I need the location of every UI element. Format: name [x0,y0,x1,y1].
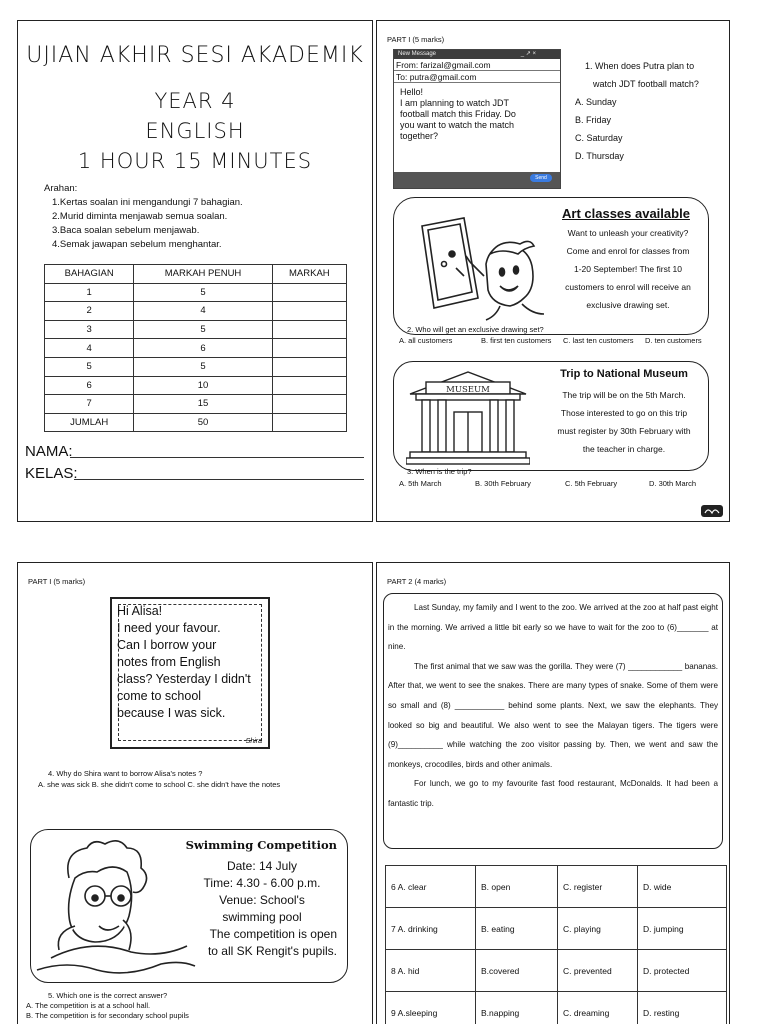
section-cell: 4 [45,339,134,358]
swim-ad-text [187,858,337,960]
option-cell[interactable]: 6 A. clear [386,866,476,908]
q1-question: 1. When does Putra plan to [585,61,695,71]
table-row [386,992,727,1024]
instruction-item: 1.Kertas soalan ini mengandungi 7 bahagian. [52,197,243,208]
q1-option[interactable]: A. Sunday [575,97,617,107]
q5-option[interactable]: B. The competition is for secondary school pupils [26,1011,189,1020]
window-controls-icon[interactable]: _ ↗ × [520,51,536,57]
marks-table [44,264,347,432]
instructions-heading: Arahan: [44,183,78,194]
table-row [386,950,727,992]
table-row [45,283,347,302]
table-row [45,413,347,432]
note-card [110,597,270,749]
museum-building-icon [406,368,530,466]
part2-page [376,562,730,1024]
section-cell: JUMLAH [45,413,134,432]
option-cell[interactable]: C. playing [558,908,638,950]
museum-ad-line: the teacher in charge. [582,444,666,454]
option-cell[interactable]: B. eating [476,908,558,950]
note-line: Can I borrow your [117,638,217,652]
option-cell[interactable]: D. jumping [638,908,727,950]
option-cell[interactable]: D. wide [638,866,727,908]
cloze-passage [383,593,723,849]
swim-ad-line: Time: 4.30 - 6.00 p.m. [203,876,321,890]
option-cell[interactable]: 9 A.sleeping [386,992,476,1024]
swim-ad-line: Date: 14 July [226,859,298,873]
art-ad-box [393,197,709,335]
q3-question: 3. When is the trip? [407,467,472,476]
answer-options-table [385,865,727,1024]
section-cell: 3 [45,320,134,339]
marks-cell[interactable] [272,302,346,321]
museum-ad-line: The trip will be on the 5th March. [562,390,686,400]
full-marks-cell: 15 [134,395,272,414]
marks-cell[interactable] [272,357,346,376]
note-line: class? Yesterday I didn't [117,672,251,686]
q2-option[interactable]: A. all customers [399,336,453,345]
option-cell[interactable]: C. dreaming [558,992,638,1024]
signature: Shira [245,738,262,745]
section-heading: PART 2 (4 marks) [387,577,447,586]
table-row [386,908,727,950]
art-ad-line: Come and enrol for classes from [566,246,690,256]
full-marks-cell: 6 [134,339,272,358]
museum-ad-line: Those interested to go on this trip [560,408,688,418]
marks-cell[interactable] [272,395,346,414]
museum-ad-text [544,386,704,458]
q1-option[interactable]: D. Thursday [575,151,624,161]
full-marks-cell: 10 [134,376,272,395]
marks-cell[interactable] [272,283,346,302]
art-ad-text [546,224,710,314]
option-cell[interactable]: D. resting [638,992,727,1024]
option-cell[interactable]: 7 A. drinking [386,908,476,950]
part1-page-a [376,20,730,522]
passage-paragraph: For lunch, we go to my favourite fast food restaurant, McDonalds. It had been a fantastic trip. [388,779,718,808]
q3-option[interactable]: C. 5th February [565,479,618,488]
email-body-line: together? [400,131,439,141]
full-marks-cell: 4 [134,302,272,321]
instruction-item: 3.Baca soalan sebelum menjawab. [52,225,200,236]
publisher-logo-icon [701,505,723,517]
section-cell: 6 [45,376,134,395]
swim-ad-line: swimming pool [222,910,302,924]
section-heading: PART I (5 marks) [28,577,86,586]
subject-label: ENGLISH [145,119,245,143]
instruction-item: 4.Semak jawapan sebelum menghantar. [52,239,222,250]
table-row [45,357,347,376]
passage-paragraph: Last Sunday, my family and I went to the zoo. We arrived at the zoo at half past eight in the morning. We arrived a little bit early so we have to wait for the zoo to (6)_______ at nine. [388,603,718,652]
art-ad-title: Art classes available [562,206,690,221]
art-ad-line: customers to enrol will receive an [565,282,691,292]
section-heading: PART I (5 marks) [387,35,445,44]
art-ad-line: Want to unleash your creativity? [567,228,689,238]
marks-cell[interactable] [272,339,346,358]
section-cell: 5 [45,357,134,376]
table-row [45,339,347,358]
museum-ad-title: Trip to National Museum [560,368,688,380]
note-line: come to school [117,689,202,703]
instruction-item: 2.Murid diminta menjawab semua soalan. [52,211,228,222]
table-row [45,376,347,395]
q1-option[interactable]: B. Friday [575,115,612,125]
full-marks-cell: 50 [134,413,272,432]
table-row [45,395,347,414]
email-to-field: To: putra@gmail.com [394,71,560,83]
q2-question: 2. Who will get an exclusive drawing set? [407,325,544,334]
art-ad-line: exclusive drawing set. [586,300,670,310]
option-cell[interactable]: 8 A. hid [386,950,476,992]
column-header: MARKAH [272,265,346,284]
q5-option[interactable]: A. The competition is at a school hall. [26,1001,151,1010]
passage-paragraph: The first animal that we saw was the gorilla. They were (7) ____________ bananas. After that, we went to see the snakes. There are many types of snake. Some of them were so small and (8) ___________ behind some plants. Next, we saw the elephants. They looked so big and beautiful. We also went to see the Malayan tigers. The tigers were (9)__________ while watching the zoo visitor passing by. Then, we went and saw the monkeys, crocodiles, birds and other animals. [388,661,718,769]
email-body-line: I am planning to watch JDT [400,98,510,108]
full-marks-cell: 5 [134,357,272,376]
note-line: because I was sick. [117,706,226,720]
exam-title: UJIAN AKHIR SESI AKADEMIK [26,43,364,68]
museum-ad-line: must register by 30th February with [557,426,691,436]
swimmer-boy-illustration-icon [29,838,199,980]
q2-option[interactable]: D. ten customers [645,336,702,345]
part1-page-b [17,562,373,1024]
option-cell[interactable]: C. prevented [558,950,638,992]
table-header-row [45,265,347,284]
marks-cell[interactable] [272,413,346,432]
q2-option[interactable]: C. last ten customers [563,336,634,345]
q3-option[interactable]: B. 30th February [475,479,531,488]
museum-sign: MUSEUM [446,385,490,395]
email-from-field: From: farizal@gmail.com [394,59,560,71]
q3-option[interactable]: A. 5th March [399,479,442,488]
q1-option[interactable]: C. Saturday [575,133,623,143]
duration-label: 1 HOUR 15 MINUTES [77,149,313,173]
email-window-title: New Message [398,51,437,57]
email-body-line: football match this Friday. Do [400,109,516,119]
art-ad-line: 1-20 September! The first 10 [573,264,683,274]
swim-ad-title: Swimming Competition [185,838,337,852]
email-body-line: you want to watch the match [400,120,515,130]
note-line: I need your favour. [117,621,221,635]
cover-page [17,20,373,522]
swim-ad-line: to all SK Rengit's pupils. [207,944,337,958]
q4-options[interactable]: A. she was sick B. she didn't come to school C. she didn't have the notes [38,780,281,789]
option-cell[interactable]: B.napping [476,992,558,1024]
section-cell: 2 [45,302,134,321]
q3-option[interactable]: D. 30th March [649,479,697,488]
send-button[interactable]: Send [530,174,552,182]
option-cell[interactable]: C. register [558,866,638,908]
table-row [45,302,347,321]
marks-cell[interactable] [272,376,346,395]
full-marks-cell: 5 [134,320,272,339]
section-cell: 7 [45,395,134,414]
year-label: YEAR 4 [154,89,236,113]
section-cell: 1 [45,283,134,302]
class-label: KELAS: [25,465,78,482]
name-label: NAMA: [25,443,73,460]
note-line: notes from English [117,655,221,669]
email-body [394,83,560,146]
painter-illustration-icon [404,206,554,328]
full-marks-cell: 5 [134,283,272,302]
class-field[interactable] [74,479,364,480]
q4-question: 4. Why do Shira want to borrow Alisa's notes ? [48,769,203,778]
museum-ad-box [393,361,709,471]
option-cell[interactable]: D. protected [638,950,727,992]
table-row [45,320,347,339]
email-window [393,49,561,189]
table-row [386,866,727,908]
swim-ad-line: The competition is open [209,927,337,941]
column-header: BAHAGIAN [45,265,134,284]
swim-ad-box [30,829,348,983]
option-cell[interactable]: B.covered [476,950,558,992]
marks-cell[interactable] [272,320,346,339]
name-field[interactable] [70,457,364,458]
swim-ad-line: Venue: School's [219,893,305,907]
note-text [117,603,251,722]
email-body-line: Hello! [400,87,424,97]
q5-question: 5. Which one is the correct answer? [48,991,168,1000]
email-title-bar [394,50,560,59]
column-header: MARKAH PENUH [134,265,272,284]
option-cell[interactable]: B. open [476,866,558,908]
note-line: Hi Alisa! [117,604,163,618]
q2-option[interactable]: B. first ten customers [481,336,552,345]
q1-question: watch JDT football match? [593,79,699,89]
